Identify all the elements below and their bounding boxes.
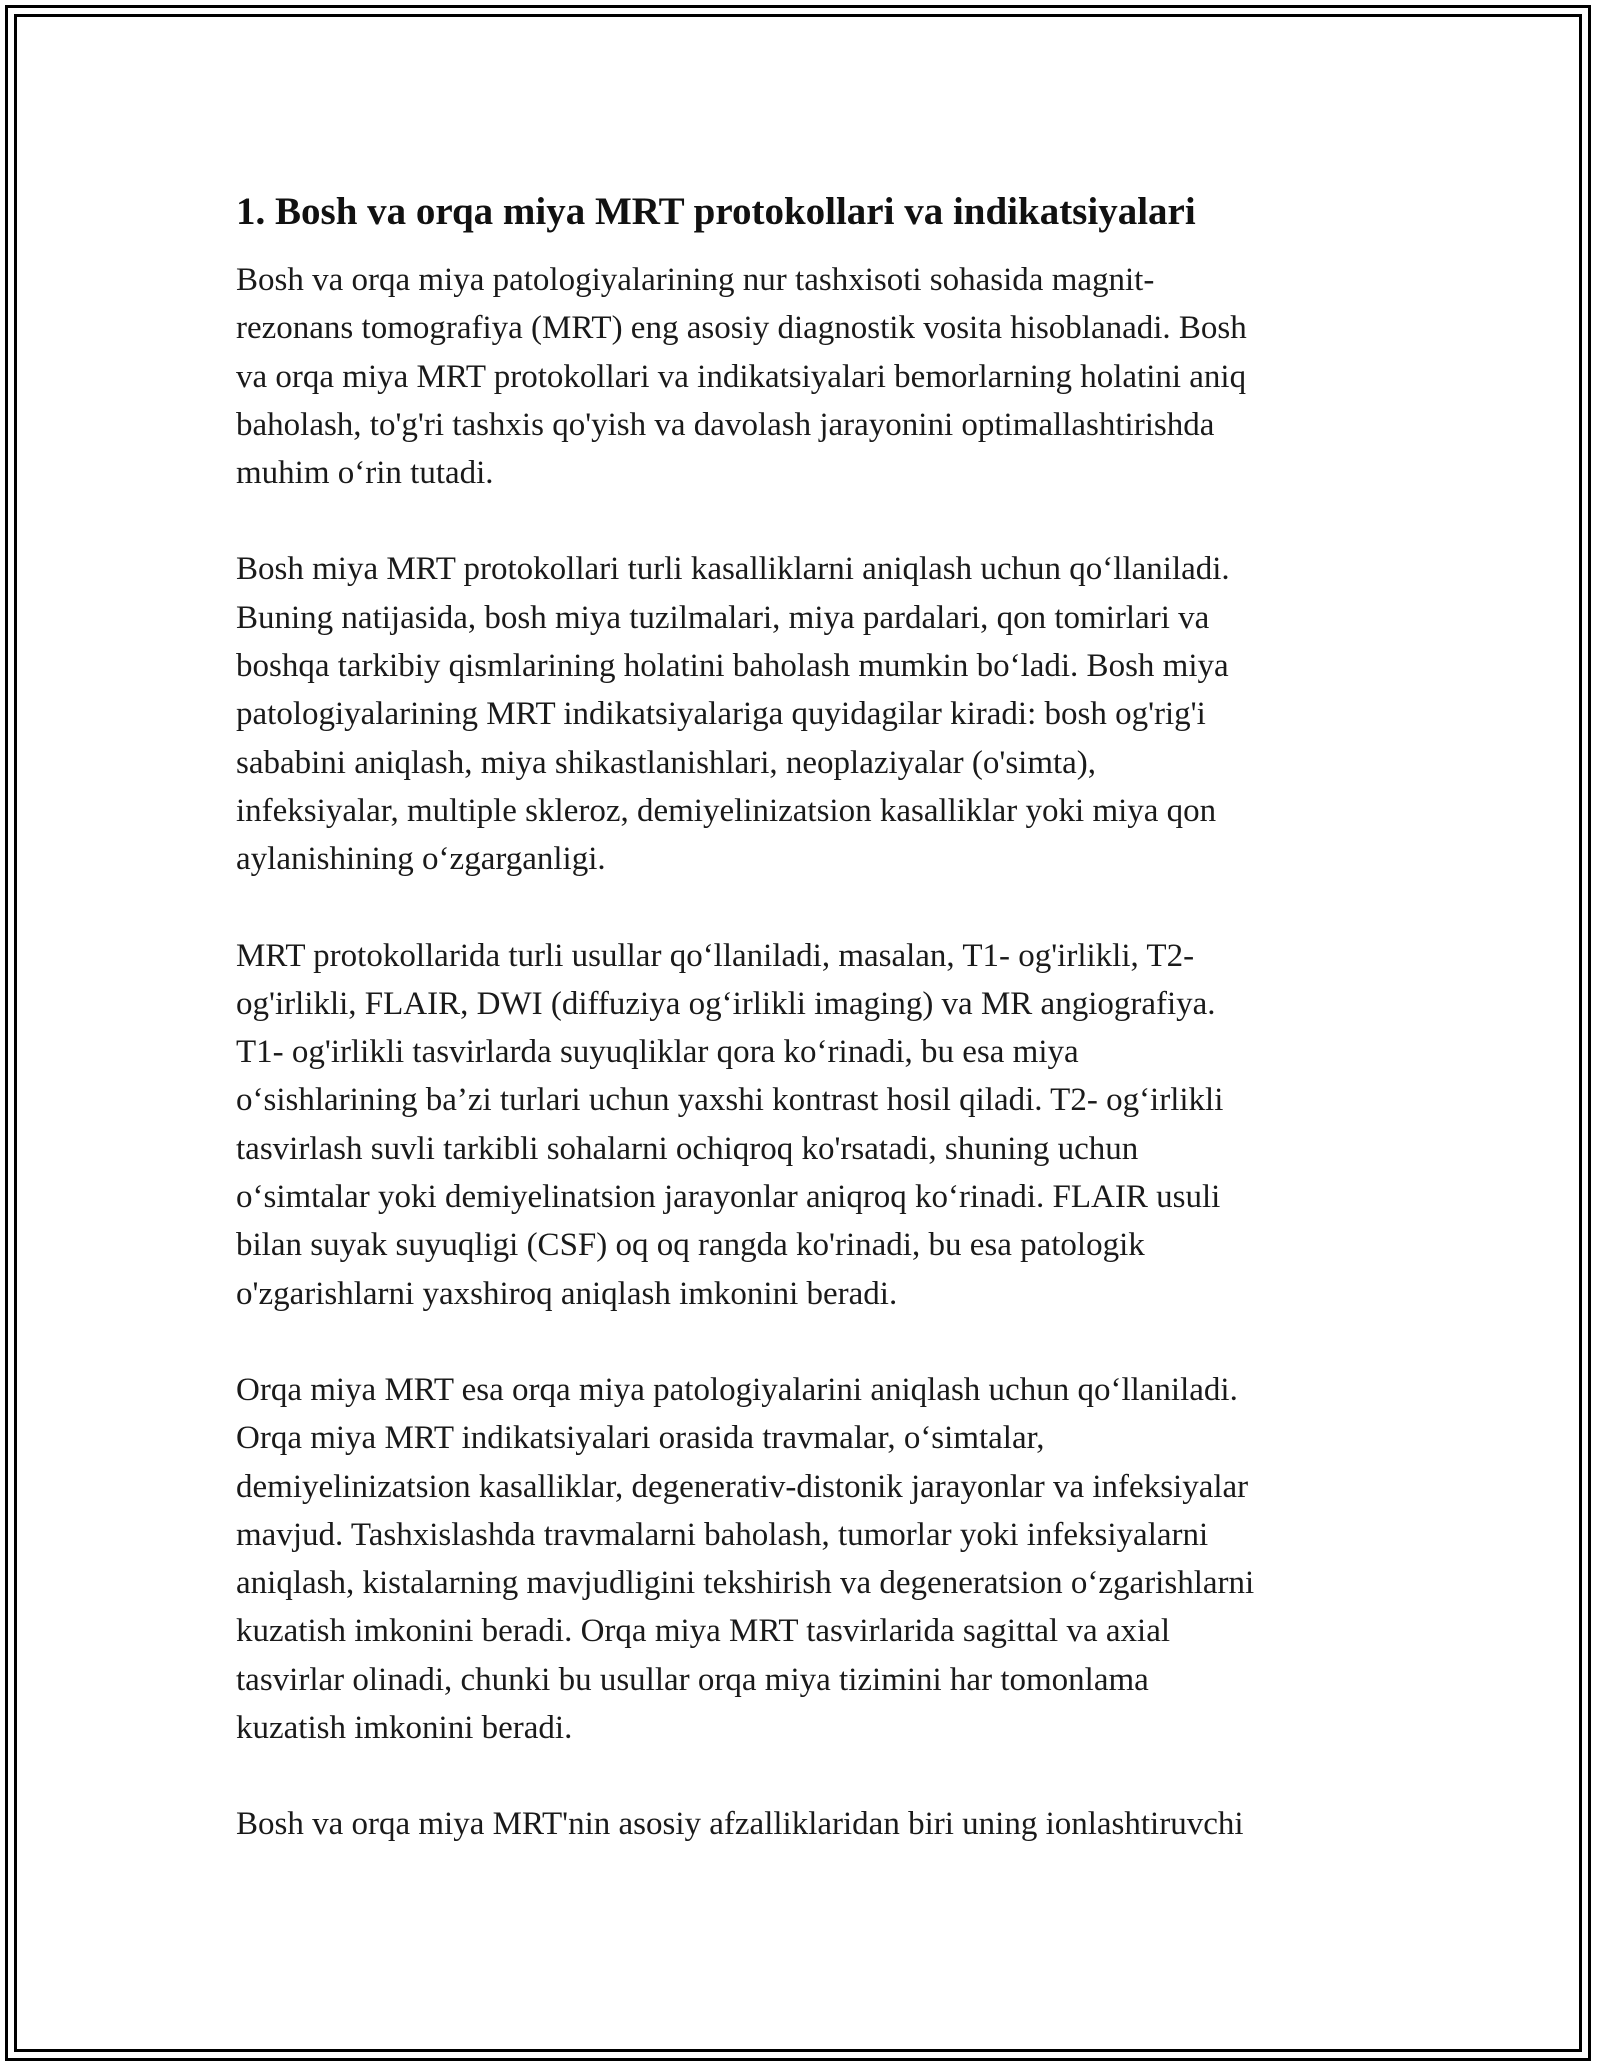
paragraph-1 [236,256,1376,497]
text-line: Orqa miya MRT indikatsiyalari orasida travmalar, o‘simtalar, [236,1420,1045,1457]
text-line: o'zgarishlarni yaxshiroq aniqlash imkonini beradi. [236,1275,898,1312]
text-line: aniqlash, kistalarning mavjudligini tekshirish va degeneratsion o‘zgarishlarni [236,1565,1255,1602]
text-line: Bosh va orqa miya patologiyalarining nur tashxisoti sohasida magnit- [236,262,1155,298]
text-line: sababini aniqlash, miya shikastlanishlari, neoplaziyalar (o'simta), [236,744,1097,781]
text-line: bilan suyak suyuqligi (CSF) oq oq rangda ko'rinadi, bu esa patologik [236,1227,1145,1264]
paragraph-2 [236,545,1376,883]
text-line: Bosh va orqa miya MRT'nin asosiy afzalliklaridan biri uning ionlashtiruvchi [236,1806,1244,1843]
paragraph-4 [236,1366,1376,1752]
text-line: rezonans tomografiya (MRT) eng asosiy diagnostik vosita hisoblanadi. Bosh [236,310,1247,347]
text-line: Bosh miya MRT protokollari turli kasalliklarni aniqlash uchun qo‘llaniladi. [236,551,1230,588]
paragraph-5 [236,1800,1376,1848]
text-line: Buning natijasida, bosh miya tuzilmalari, miya pardalari, qon tomirlari va [236,599,1210,636]
section-title: 1. Bosh va orqa miya MRT protokollari va indikatsiyalari [236,190,1196,233]
text-line: tasvirlar olinadi, chunki bu usullar orqa miya tizimini har tomonlama [236,1661,1149,1698]
text-line: va orqa miya MRT protokollari va indikatsiyalari bemorlarning holatini aniq [236,358,1247,395]
text-line: T1- og'irlikli tasvirlarda suyuqliklar qora ko‘rinadi, bu esa miya [236,1034,1079,1071]
text-line: infeksiyalar, multiple skleroz, demiyelinizatsion kasalliklar yoki miya qon [236,792,1217,829]
text-line: og'irlikli, FLAIR, DWI (diffuziya og‘irlikli imaging) va MR angiografiya. [236,985,1216,1022]
text-line: MRT protokollarida turli usullar qo‘llaniladi, masalan, T1- og'irlikli, T2- [236,937,1195,974]
text-line: baholash, to'g'ri tashxis qo'yish va davolash jarayonini optimallashtirishda [236,406,1215,443]
text-line: kuzatish imkonini beradi. Orqa miya MRT tasvirlarida sagittal va axial [236,1613,1171,1650]
paragraph-3 [236,932,1376,1318]
document-body [236,184,1376,1897]
text-line: kuzatish imkonini beradi. [236,1710,573,1747]
text-line: aylanishining o‘zgarganligi. [236,841,606,878]
text-line: patologiyalarining MRT indikatsiyalariga quyidagilar kiradi: bosh og'rig'i [236,696,1206,733]
text-line: tasvirlash suvli tarkibli sohalarni ochiqroq ko'rsatadi, shuning uchun [236,1130,1139,1167]
text-line: o‘simtalar yoki demiyelinatsion jarayonlar aniqroq ko‘rinadi. FLAIR usuli [236,1179,1221,1216]
text-line: boshqa tarkibiy qismlarining holatini baholash mumkin bo‘ladi. Bosh miya [236,648,1229,685]
text-line: demiyelinizatsion kasalliklar, degenerativ-distonik jarayonlar va infeksiyalar [236,1468,1249,1505]
text-line: muhim o‘rin tutadi. [236,455,494,492]
text-line: Orqa miya MRT esa orqa miya patologiyalarini aniqlash uchun qo‘llaniladi. [236,1371,1238,1408]
text-line: mavjud. Tashxislashda travmalarni baholash, tumorlar yoki infeksiyalarni [236,1516,1209,1553]
text-line: o‘sishlarining ba’zi turlari uchun yaxshi kontrast hosil qiladi. T2- og‘irlikli [236,1082,1224,1119]
